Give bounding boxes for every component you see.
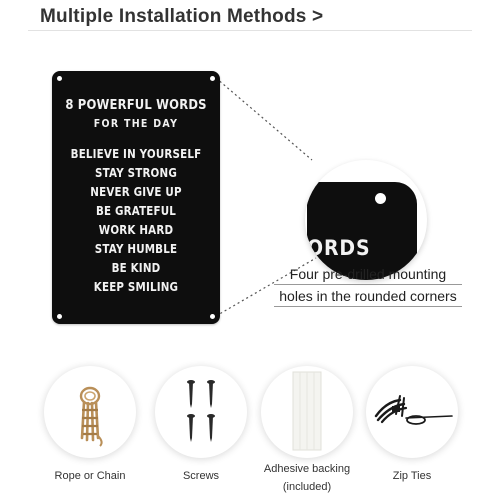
section-title: Multiple Installation Methods (40, 6, 307, 27)
zoom-sign-text: ORDS (307, 236, 371, 260)
rope-icon (44, 366, 136, 458)
screws-icon (155, 366, 247, 458)
method-adhesive (261, 366, 353, 458)
sign-item: STAY HUMBLE (94, 242, 178, 256)
mounting-hole-bottom-left (57, 314, 62, 319)
caption-underline-2 (274, 306, 462, 307)
method-label-rope: Rope or Chain (54, 470, 126, 482)
method-label-screws: Screws (182, 470, 220, 482)
caption-line-1: Four pre-drilled mounting (289, 266, 447, 282)
sign-item: BE KIND (111, 261, 161, 275)
chevron-right-icon[interactable]: > (312, 6, 324, 27)
metal-sign (52, 71, 220, 324)
sign-item: KEEP SMILING (93, 280, 179, 294)
zip-ties-icon (366, 366, 458, 458)
method-screws (155, 366, 247, 458)
sign-item: BE GRATEFUL (95, 204, 177, 218)
mounting-hole-bottom-right (210, 314, 215, 319)
corner-zoom-detail (305, 160, 427, 280)
sign-subtitle: FOR THE DAY (93, 117, 179, 130)
sign-item: BELIEVE IN YOURSELF (70, 147, 202, 161)
mounting-hole-top-right (210, 76, 215, 81)
method-rope (44, 366, 136, 458)
sign-item: NEVER GIVE UP (90, 185, 182, 199)
caption-underline-1 (274, 284, 462, 285)
adhesive-strips-icon (261, 366, 353, 458)
sign-item: WORK HARD (98, 223, 174, 237)
zoom-mounting-hole (375, 193, 386, 204)
method-label-zip-ties: Zip Ties (392, 470, 432, 482)
connector-line-top (216, 78, 312, 160)
mounting-hole-top-left (57, 76, 62, 81)
method-label-adhesive-1: Adhesive backing (263, 463, 351, 475)
sign-title: 8 POWERFUL WORDS (65, 97, 207, 113)
caption-line-2: holes in the rounded corners (279, 288, 457, 304)
method-label-adhesive-2: (included) (282, 481, 332, 493)
sign-item: STAY STRONG (95, 166, 177, 180)
method-zip-ties (366, 366, 458, 458)
